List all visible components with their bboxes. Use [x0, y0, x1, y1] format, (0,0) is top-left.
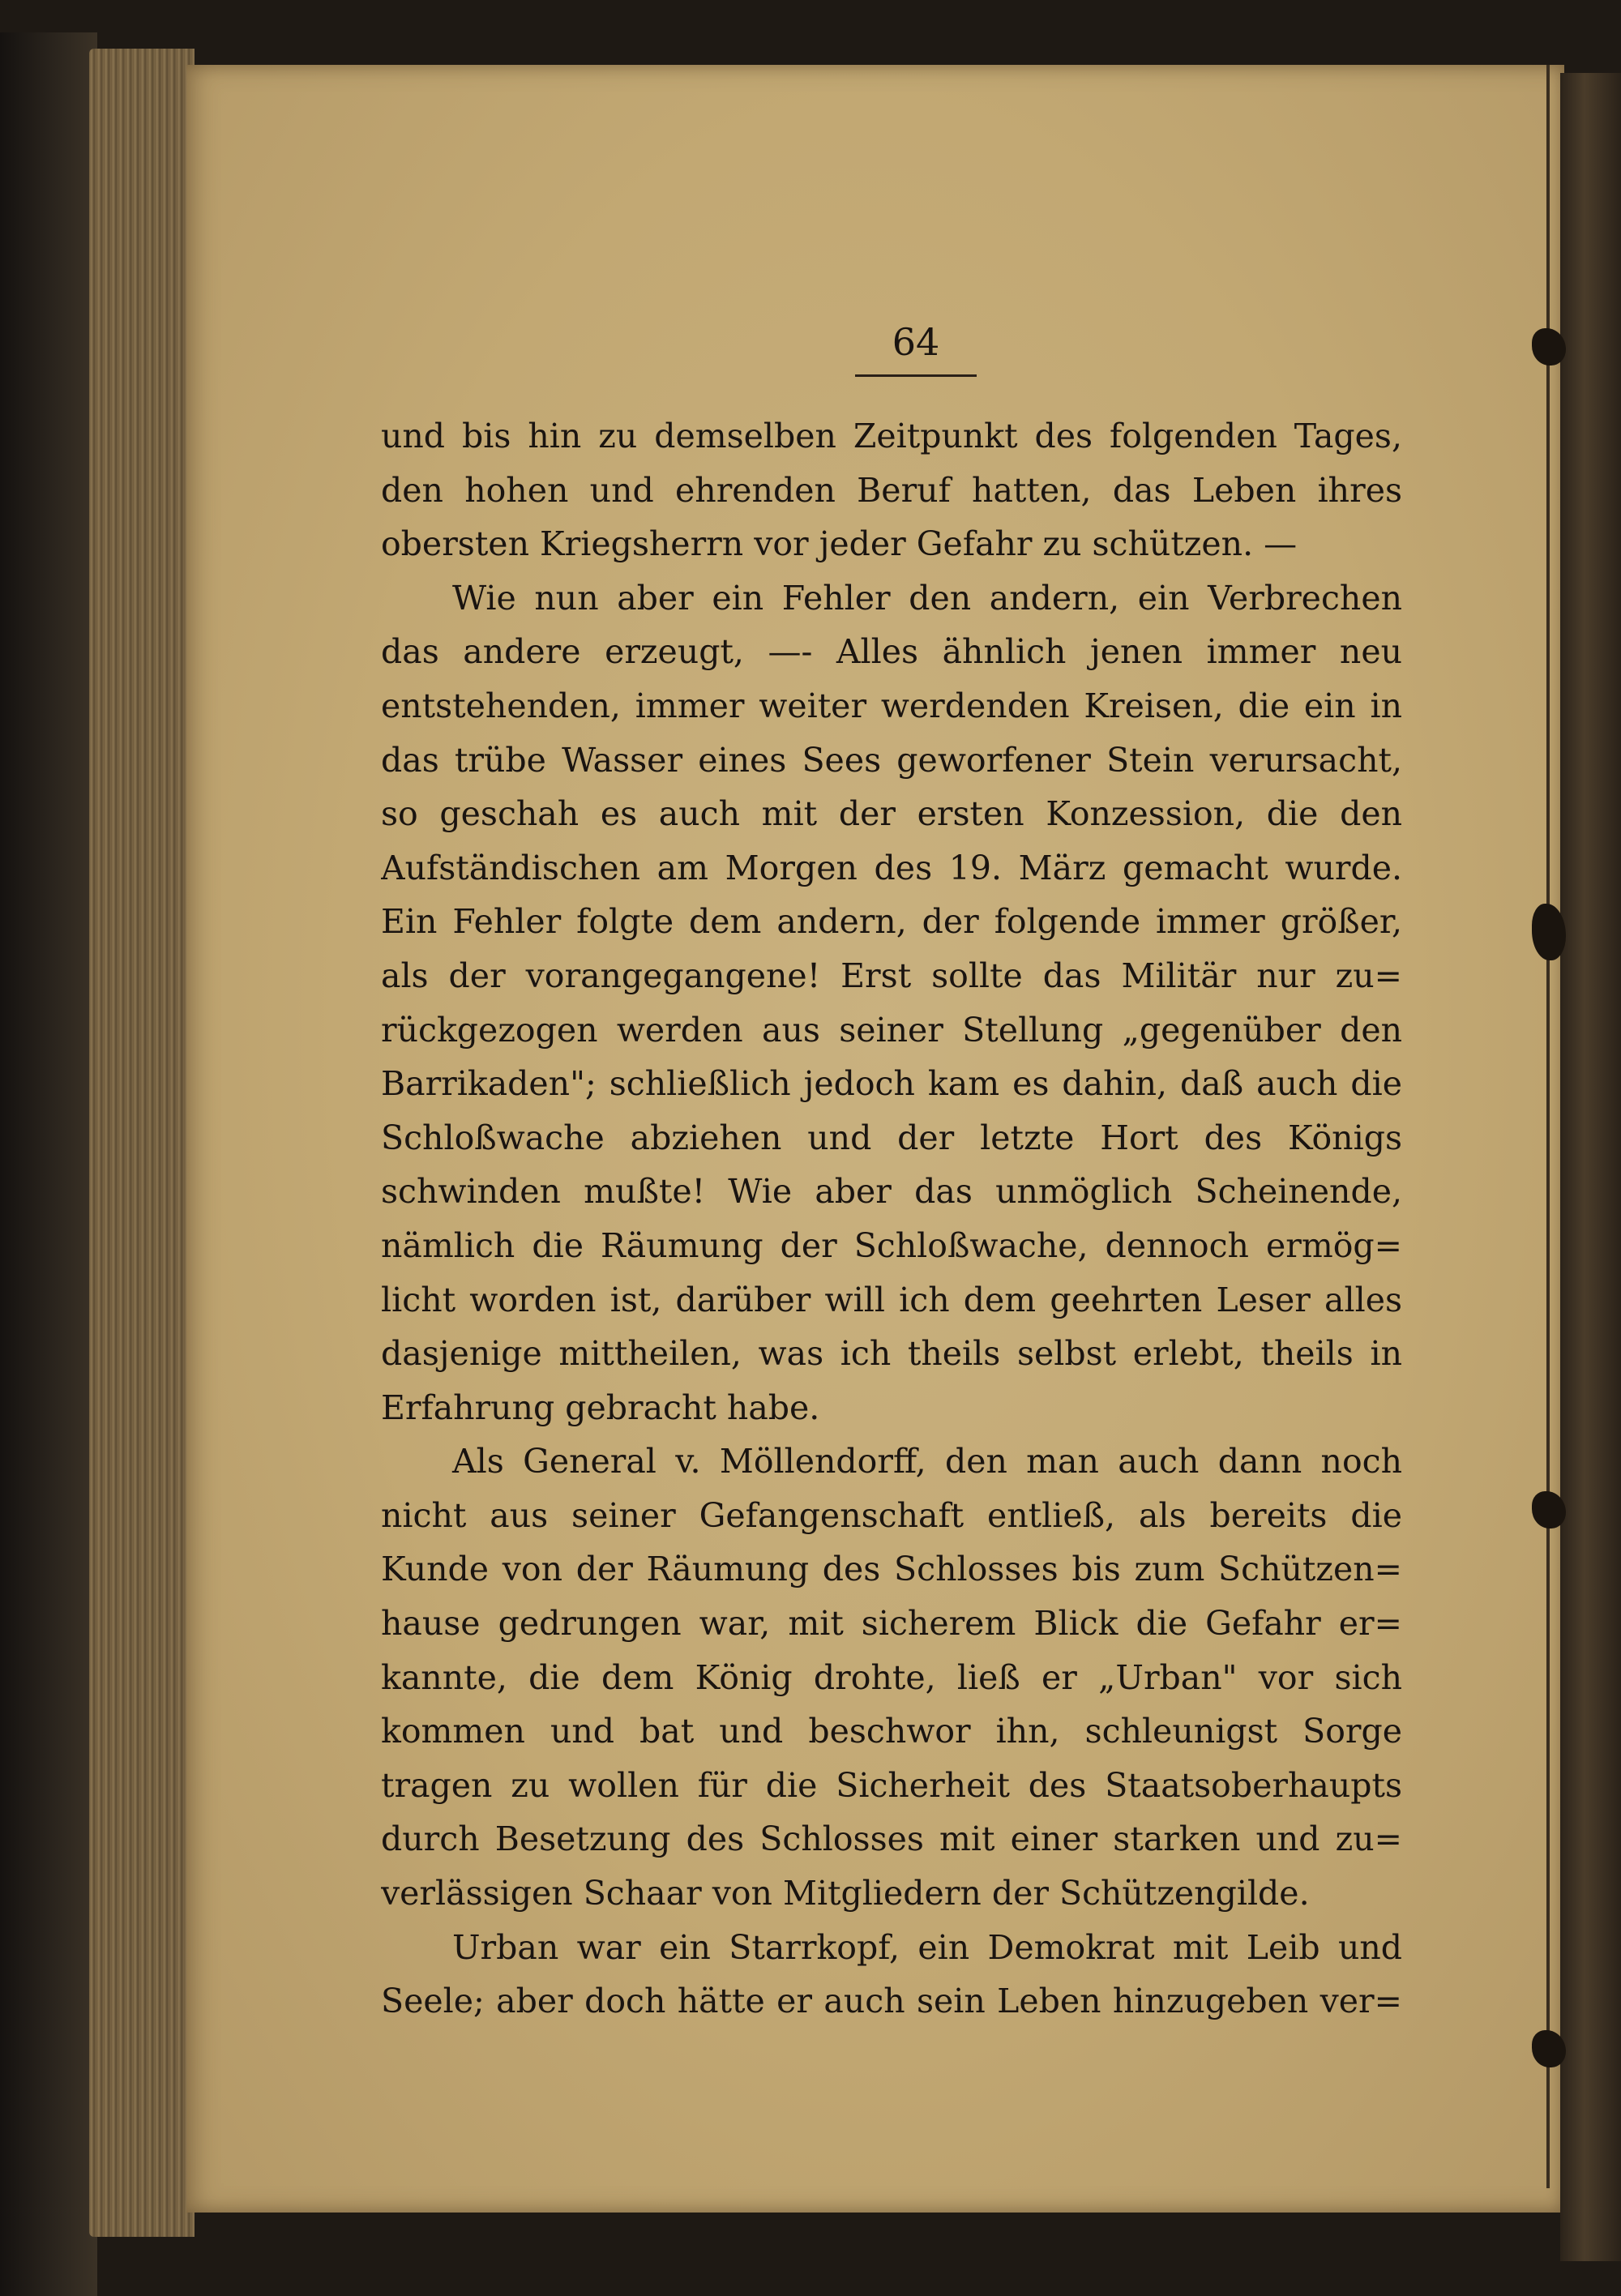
page-stack-edges	[89, 49, 195, 2237]
text-line: das trübe Wasser eines Sees geworfener Stein verursacht,	[381, 740, 1402, 780]
text-line: Erfahrung gebracht habe.	[381, 1387, 820, 1427]
text-line: Barrikaden"; schließlich jedoch kam es dahin, daß auch die	[381, 1064, 1402, 1104]
text-line: Kunde von der Räumung des Schlosses bis zum Schützen=	[381, 1550, 1402, 1589]
text-line: Schloßwache abziehen und der letzte Hort des Königs	[381, 1118, 1402, 1157]
text-line: Ein Fehler folgte dem andern, der folgende immer größer,	[381, 902, 1402, 942]
text-line: als der vorangegangene! Erst sollte das Militär nur zu=	[381, 956, 1402, 995]
text-line: Aufständischen am Morgen des 19. März gemacht wurde.	[381, 848, 1402, 887]
text-line: nämlich die Räumung der Schloßwache, dennoch ermög=	[381, 1225, 1402, 1265]
text-line: dasjenige mittheilen, was ich theils selbst erlebt, theils in	[381, 1334, 1402, 1374]
page-number: 64	[892, 320, 940, 364]
text-line: entstehenden, immer weiter werdenden Kreisen, die ein in	[381, 686, 1402, 725]
text-line: schwinden mußte! Wie aber das unmöglich Scheinende,	[381, 1172, 1402, 1212]
book-cover-edge	[0, 32, 97, 2296]
text-line: Als General v. Möllendorff, den man auch dann noch	[452, 1442, 1402, 1481]
text-line: Seele; aber doch hätte er auch sein Leben hinzugeben ver=	[381, 1982, 1402, 2021]
text-line: Urban war ein Starrkopf, ein Demokrat mit Leib und	[452, 1927, 1402, 1967]
text-line: kommen und bat und beschwor ihn, schleunigst Sorge	[381, 1712, 1402, 1751]
text-line: hause gedrungen war, mit sicherem Blick die Gefahr er=	[381, 1604, 1402, 1644]
text-line: obersten Kriegsherrn vor jeder Gefahr zu schützen. —	[381, 524, 1298, 564]
text-line: durch Besetzung des Schlosses mit einer starken und zu=	[381, 1819, 1402, 1859]
text-line: licht worden ist, darüber will ich dem geehrten Leser alles	[381, 1280, 1402, 1319]
text-line: kannte, die dem König drohte, ließ er „Urban" vor sich	[381, 1657, 1402, 1697]
text-line: verlässigen Schaar von Mitgliedern der Schützengilde.	[381, 1874, 1310, 1913]
text-line: Wie nun aber ein Fehler den andern, ein Verbrechen	[452, 578, 1402, 618]
body-text	[381, 409, 1402, 2029]
text-line: tragen zu wollen für die Sicherheit des Staatsoberhaupts	[381, 1765, 1402, 1805]
binding-fold	[1546, 65, 1550, 2188]
text-line: den hohen und ehrenden Beruf hatten, das Leben ihres	[381, 470, 1402, 510]
page-number-rule	[855, 374, 977, 377]
text-line: das andere erzeugt, —- Alles ähnlich jenen immer neu	[381, 632, 1402, 672]
text-line: und bis hin zu demselben Zeitpunkt des folgenden Tages,	[381, 417, 1402, 455]
text-line: rückgezogen werden aus seiner Stellung „gegenüber den	[381, 1010, 1402, 1050]
text-line: nicht aus seiner Gefangenschaft entließ, als bereits die	[381, 1495, 1402, 1535]
facing-page-edge	[1560, 73, 1621, 2261]
text-line: so geschah es auch mit der ersten Konzession, die den	[381, 794, 1402, 834]
